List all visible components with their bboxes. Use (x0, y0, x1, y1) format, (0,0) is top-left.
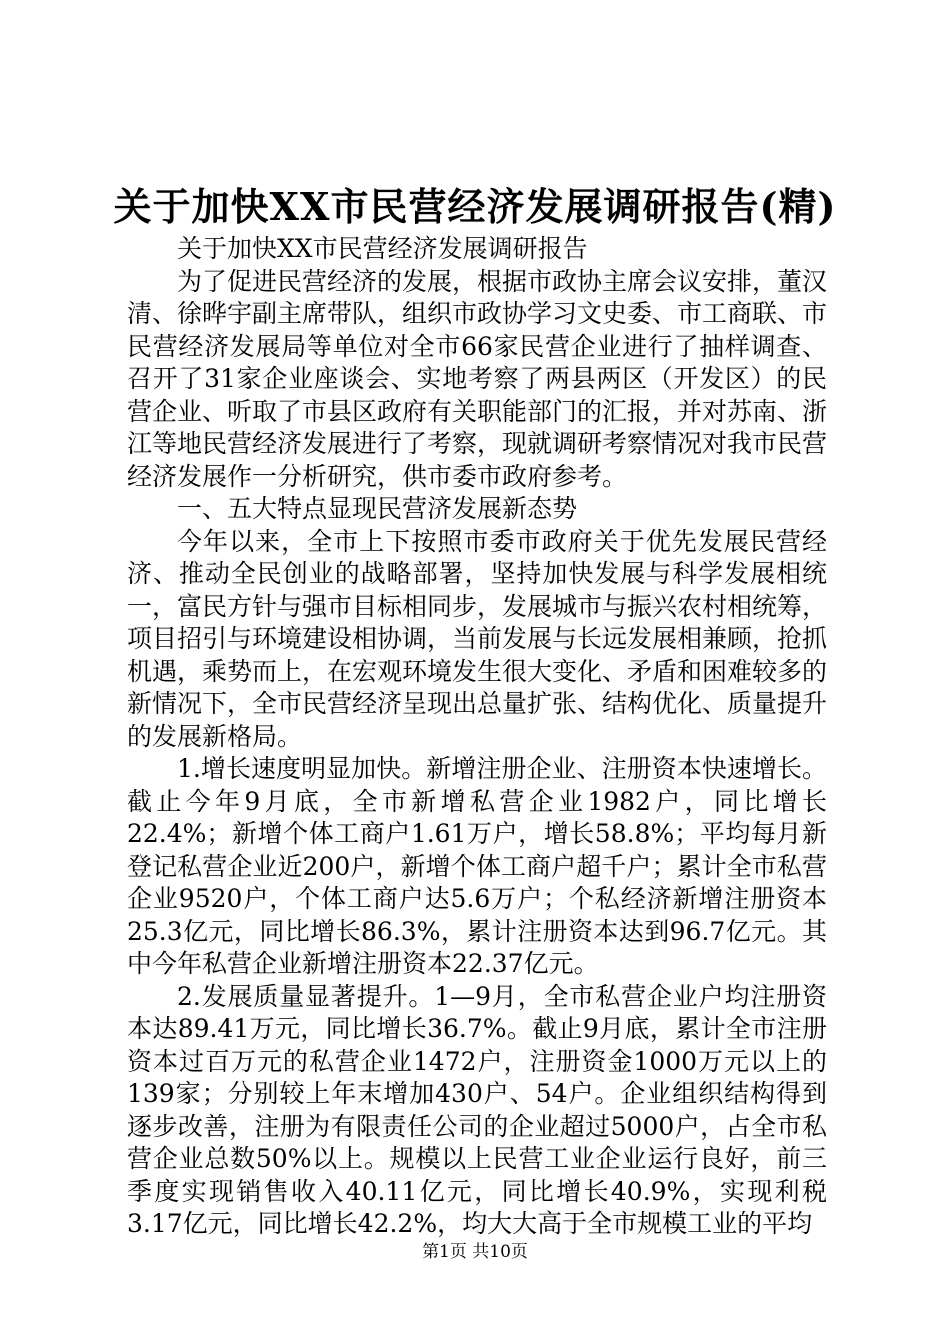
page-number-footer: 第1页 共10页 (422, 1242, 528, 1262)
section-heading: 一、五大特点显现民营济发展新态势 (177, 494, 578, 523)
document-body (127, 233, 827, 1241)
body-paragraph: 1.增长速度明显加快。新增注册企业、注册资本快速增长。截止今年9月底，全市新增私营企业1982户，同比增长22.4%；新增个体工商户1.61万户，增长58.8%；平均每月新登记私营企业近200户，新增个体工商户超千户；累计全市私营企业9520户，个体工商户达5.6万户；个私经济新增注册资本25.3亿元，同比增长86.3%，累计注册资本达到96.7亿元。其中今年私营企业新增注册资本22.37亿元。 (127, 754, 827, 978)
body-paragraph: 今年以来，全市上下按照市委市政府关于优先发展民营经济、推动全民创业的战略部署，坚持加快发展与科学发展相统一，富民方针与强市目标相同步，发展城市与振兴农村相统筹，项目招引与环境建设相协调，当前发展与长远发展相兼顾，抢抓机遇，乘势而上，在宏观环境发生很大变化、矛盾和困难较多的新情况下，全市民营经济呈现出总量扩张、结构优化、质量提升的发展新格局。 (127, 526, 828, 751)
intro-paragraph: 为了促进民营经济的发展，根据市政协主席会议安排，董汉清、徐晔宇副主席带队，组织市政协学习文史委、市工商联、市民营经济发展局等单位对全市66家民营企业进行了抽样调查、召开了31家企业座谈会、实地考察了两县两区（开发区）的民营企业、听取了市县区政府有关职能部门的汇报，并对苏南、浙江等地民营经济发展进行了考察，现就调研考察情况对我市民营经济发展作一分析研究，供市委市政府参考。 (127, 266, 828, 491)
subtitle-paragraph: 关于加快XX市民营经济发展调研报告 (177, 234, 588, 263)
document-title: 关于加快XX市民营经济发展调研报告(精) (113, 184, 837, 229)
body-paragraph: 2.发展质量显著提升。1—9月，全市私营企业户均注册资本达89.41万元，同比增长36.7%。截止9月底，累计全市注册资本过百万元的私营企业1472户，注册资金1000万元以上的139家；分别较上年末增加430户、54户。企业组织结构得到逐步改善，注册为有限责任公司的企业超过5000户，占全市私营企业总数50%以上。规模以上民营工业企业运行良好，前三季度实现销售收入40.11亿元，同比增长40.9%，实现利税3.17亿元，同比增长42.2%，均大大高于全市规模工业的平均 (127, 981, 827, 1238)
